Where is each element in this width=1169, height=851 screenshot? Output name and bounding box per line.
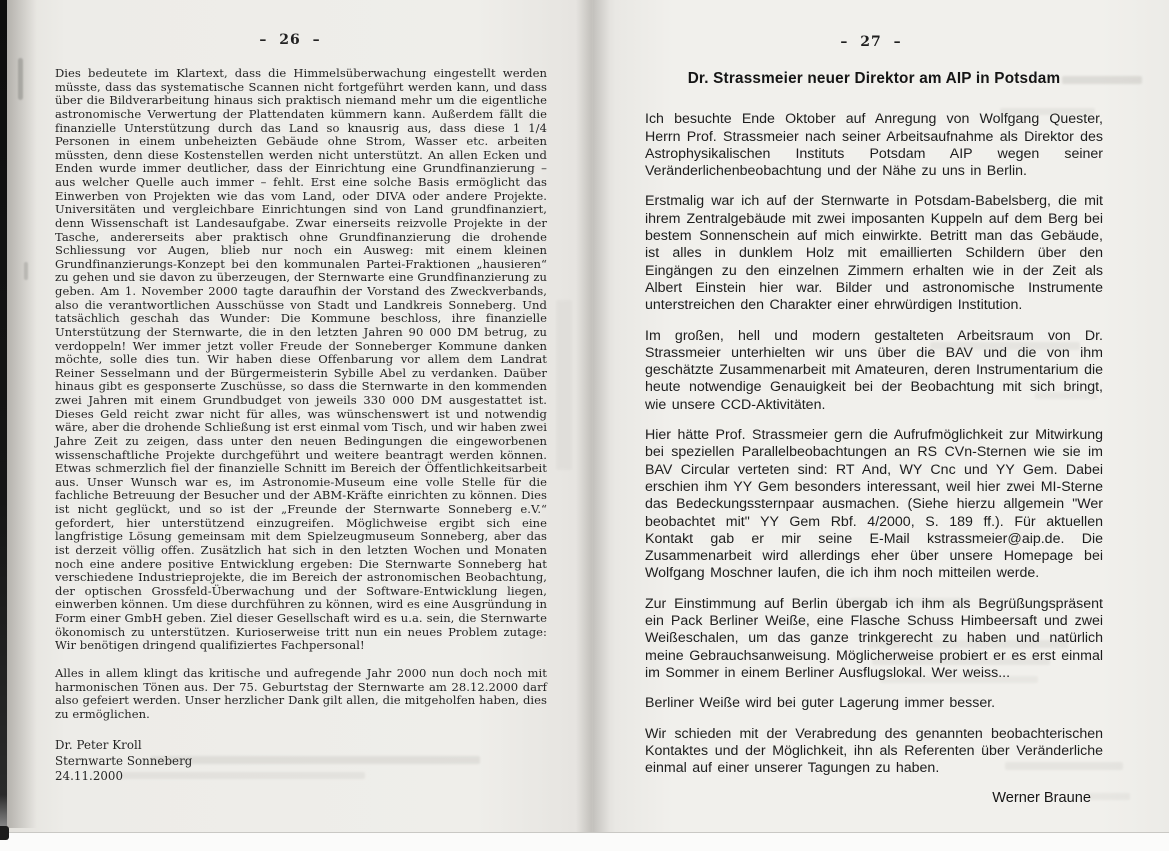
scan-edge-mark [0, 826, 9, 840]
bleed-through-mark [150, 756, 480, 764]
bleed-through-mark [1088, 793, 1130, 800]
scanner-edge-strip [0, 0, 7, 828]
article-paragraph: Ich besuchte Ende Oktober auf Anregung von Wolfgang Quester, Herrn Prof. Strassmeier nach seiner Arbeitsaufnahme als Direktor des Astrophysikalischen Instituts Potsdam AIP wegen seiner Veränderlichenbeobachtung und der Nähe zu uns in Berlin. [645, 111, 1103, 180]
page-curvature-shadow [7, 0, 37, 828]
page-26-text-column [55, 67, 547, 784]
bleed-through-mark [850, 598, 970, 605]
article-paragraph: Berliner Weiße wird bei guter Lagerung immer besser. [645, 695, 996, 712]
article-paragraph: Erstmalig war ich auf der Sternwarte in Potsdam-Babelsberg, die mit ihrem Zentralgebäude mit zwei imposanten Kuppeln auf dem Berg bei bestem Sonnenschein auf mich einwirkte. Betritt man das Gebäude, ist alles in dunklem Holz mit emaillierten Schildern über den Eingängen zu den einzelnen Zimmern erhalten wie in der Zeit als Albert Einstein hier war. Bilder und astronomische Instrumente unterstreichen den Charakter einer ehrwürdigen Institution. [645, 193, 1103, 314]
book-spine-shadow [576, 0, 610, 832]
page-26-closing-paragraph: Alles in allem klingt das kritische und aufregende Jahr 2000 nun doch noch mit harmonischen Tönen aus. Der 75. Geburtstag der Sternwarte am 28.12.2000 darf also gefeiert werden. Unser herzlicher Dank gilt allen, die mitgeholfen haben, dies zu ermöglichen. [55, 665, 547, 721]
article-paragraph: Zur Einstimmung auf Berlin übergab ich ihm als Begrüßungspräsent ein Pack Berliner Weiße, eine Flasche Schuss Himbeersaft und zwei Weißeschalen, um das ganze trinkgerecht zu haben und natürlich meine Gebrauchsanweisung. Möglicherweise probiert er es erst einmal im Sommer in einem Berliner Ausflugslokal. Wer weiss... [645, 595, 1103, 681]
article-paragraph: Hier hätte Prof. Strassmeier gern die Aufrufmöglichkeit zur Mitwirkung bei speziellen Parallelbeobachtungen an RS CVn-Sternen wie sie im BAV Circular verteten sind: RT And, WY Cnc und YY Gem. Dabei erschien ihm YY Gem besonders interessant, weil hier zwei MI-Sterne das Bedeckungssternpaar ausmachen. (Siehe hierzu allgemein "Wer beobachtet mit" YY Gem Rbf. 4/2000, S. 189 ff.). Für aktuellen Kontakt gab er mir seine E-Mail kstrassmeier@aip.de. Die Zusammenarbeit wird allerdings eher über unsere Homepage bei Wolfgang Moschner laufen, die ich ihm noch mitteilen werde. [645, 427, 1103, 582]
signature-institution: Sternwarte Sonneberg [55, 753, 193, 768]
article-paragraph: Im großen, hell und modern gestalteten Arbeitsraum von Dr. Strassmeier unterhielten wir uns über die BAV und die von ihm geschätzte Zusammenarbeit mit Amateuren, deren Instrumentarium die heute notwendige Genauigkeit bei der Beobachtung mit sich bringt, wie unsere CCD-Aktivitäten. [645, 327, 1103, 413]
bleed-through-mark [880, 676, 1038, 683]
bleed-through-mark [1000, 108, 1095, 115]
bleed-through-mark [1005, 762, 1123, 770]
scan-smudge [18, 58, 23, 100]
bleed-through-mark [1035, 392, 1097, 399]
article-title: Dr. Strassmeier neuer Direktor am AIP in Potsdam [687, 70, 1061, 87]
bleed-through-mark [868, 640, 1068, 648]
page-26-body-paragraph: Dies bedeutete im Klartext, dass die Himmelsüberwachung eingestellt werden müsste, dass das systematische Scannen nicht fortgeführt werden kann, und dass über die Bildverarbeitung hinaus sich praktisch niemand mehr um die eigentliche astronomische Verwertung der Plattendaten kümmern kann. Außerdem fällt die finanzielle Unterstützung durch das Land so knausrig aus, dass diese 1 1/4 Personen in einem unbeheizten Gebäude ohne Strom, Wasser etc. arbeiten müssten, denn diese Kostenstellen werden nicht unterstützt. An allen Ecken und Enden wurde immer deutlicher, dass der Einrichtung eine Grundfinanzierung – aus welcher Quelle auch immer – fehlt. Erst eine solche Basis ermöglicht das Einwerben von Projekten wie das vom Land, oder DIVA oder andere Projekte. Universitäten und vergleichbare Einrichtungen sind von Land grundfinanziert, denn Wissenschaft ist Landesaufgabe. Zwar einerseits reizvolle Projekte in der Tasche, andererseits aber praktisch ohne Grundfinanzierung die drohende Schliessung vor Augen, blieb nur noch ein Ausweg: mit einem kleinen Grundfinanzierungs-Konzept bei den kommunalen Partei-Fraktionen „hausieren“ zu gehen und sie davon zu überzeugen, der Sternwarte eine Grundfinanzierung zu geben. Am 1. November 2000 tagte daraufhin der Vorstand des Zweckverbands, also die verantwortlichen Ausschüsse von Stadt und Landkreis Sonneberg. Und tatsächlich geschah das Wunder: Die Kommune beschloss, ihre finanzielle Unterstützung der Sternwarte, die in den letzten Jahren 90 000 DM betrug, zu verdoppeln! Wer immer jetzt voller Freude der Sonneberger Kommune danken möchte, solle dies tun. Wir haben diese Offenbarung vor allem dem Landrat Reiner Sesselmann und der Bürgermeisterin Sybille Abel zu verdanken. Daüber hinaus gibt es gesponserte Zuschüsse, so dass die Sternwarte in den kommenden zwei Jahren mit einem Grundbudget von jeweils 330 000 DM ausgestattet ist. Dieses Geld reicht zwar nicht für alles, was wünschenswert ist und notwendig wäre, aber die drohende Schließung ist erst einmal vom Tisch, und wir haben zwei Jahre Zeit zu zeigen, dass unter den neuen Bedingungen die eingeworbenen wissenschaftliche Projekte durchgeführt und weitere beantragt werden können. Etwas schmerzlich fiel der finanzielle Schnitt im Bereich der Öffentlichkeitsarbeit aus. Unser Wunsch war es, im Astronomie-Museum eine volle Stelle für die fachliche Betreuung der Besucher und der ABM-Kräfte einrichten zu können. Dies ist nicht geglückt, und so ist der „Freunde der Sternwarte Sonneberg e.V.“ gefordert, hier unterstützend einzugreifen. Möglichweise ergibt sich eine langfristige Lösung gemeinsam mit dem Spielzeugmuseum Sonneberg, aber das ist derzeit völlig offen. Zusätzlich hat sich in den letzten Wochen und Monaten noch eine andere positive Entwicklung ergeben: Die Sternwarte Sonneberg hat verschiedene Industrieprojekte, die im Bereich der astronomischen Beobachtung, der optischen Grossfeld-Überwachung und der Software-Entwicklung liegen, einwerben können. Um diese durchführen zu können, wird es eine Ausgründung in Form einer GmbH geben. Ziel dieser Gesellschaft wird es u.a. sein, die Sternwarte ökonomisch zu unterstützen. Kurioserweise tritt nun ein neues Problem zutage: Wir benötigen dringend qualifiziertes Fachpersonal! [55, 66, 547, 653]
page-27-text-column [645, 70, 1103, 808]
article-paragraph: Wir schieden mit der Verabredung des genannten beobachterischen Kontaktes und der Möglichkeit, ihn als Referenten über Veränderliche einmal auf einer unserer Tagungen zu haben. [645, 725, 1103, 777]
bleed-through-mark [120, 772, 365, 779]
page-number-26: – 26 – [259, 32, 321, 48]
bleed-through-mark [872, 658, 1050, 665]
signature-date: 24.11.2000 [55, 768, 124, 783]
scan-bottom-band [0, 832, 1169, 851]
page-number-27: – 27 – [840, 34, 902, 50]
bleed-through-mark [1062, 76, 1142, 84]
scan-smudge [24, 262, 28, 280]
bleed-through-mark [930, 342, 1080, 350]
page-27-signature: Werner Braune [992, 790, 1091, 807]
bleed-through-mark [556, 300, 572, 470]
signature-name: Dr. Peter Kroll [55, 738, 142, 753]
